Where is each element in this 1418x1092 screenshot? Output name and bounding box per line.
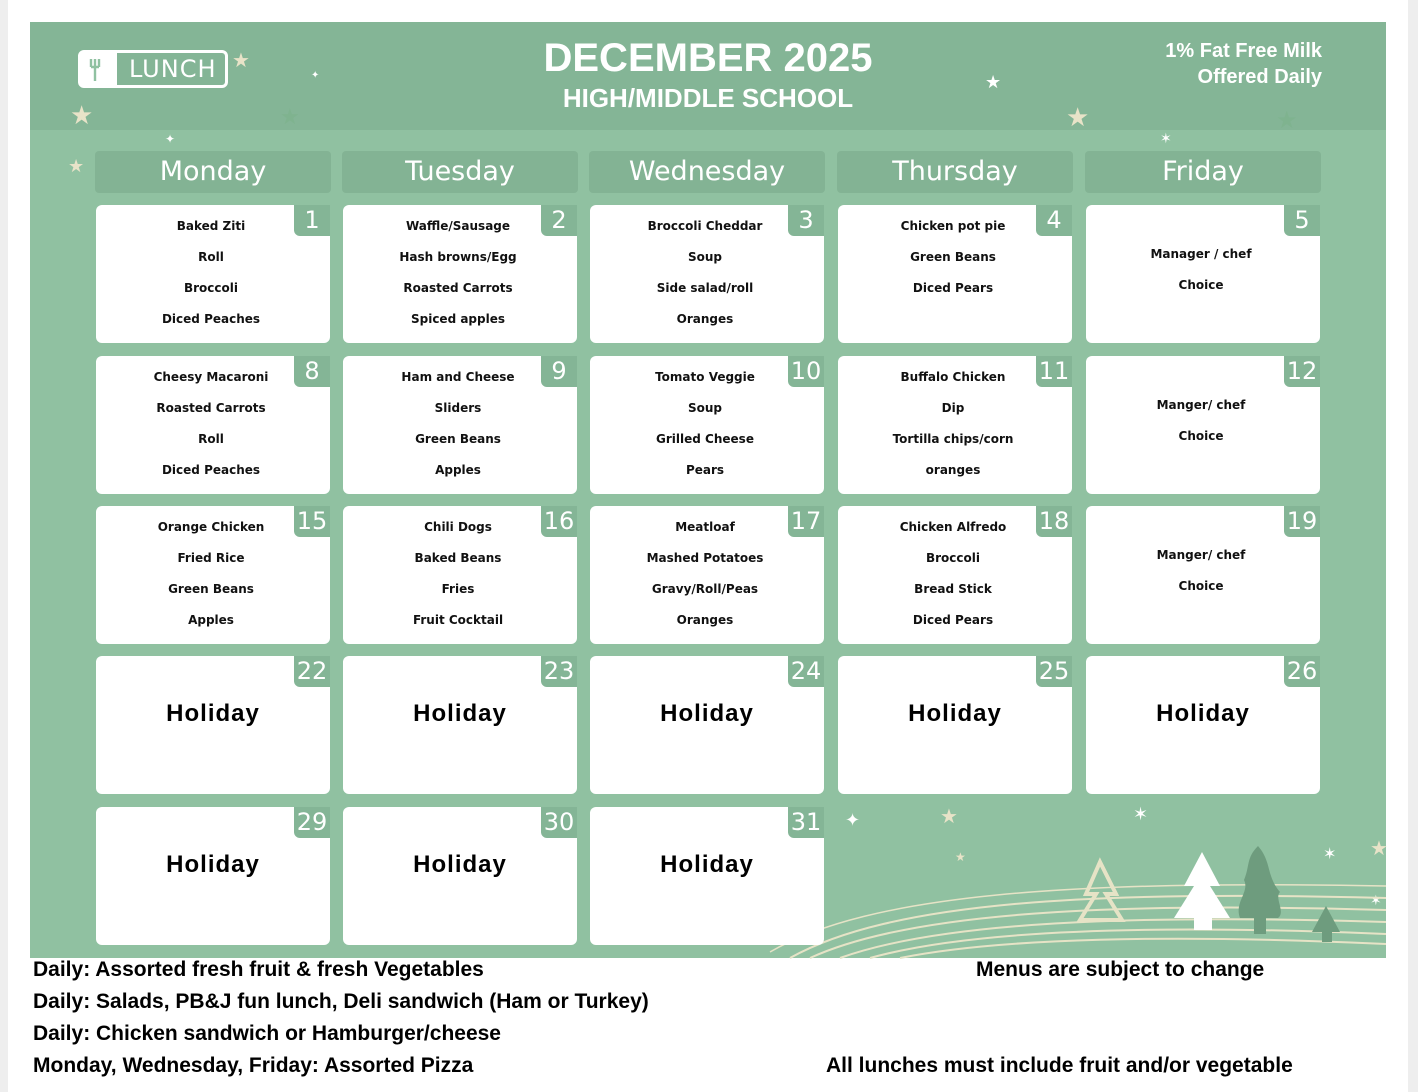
calendar-day-cell (343, 807, 577, 945)
calendar-day-cell (838, 356, 1072, 494)
milk-note (1102, 38, 1322, 90)
menu-item: Waffle/Sausage (405, 219, 511, 233)
menu-item: Fried Rice (177, 551, 245, 565)
date-badge: 18 (1036, 506, 1072, 537)
menu-item: Fruit Cocktail (412, 613, 504, 627)
star-icon: ★ (280, 104, 300, 129)
star-icon: ★ (232, 50, 250, 72)
star-icon: ★ (1066, 102, 1090, 132)
milk-note-line: 1% Fat Free Milk (1165, 40, 1322, 62)
menu-items (96, 356, 326, 494)
date-badge: 5 (1284, 205, 1320, 236)
menu-item: Broccoli (183, 281, 238, 295)
star-icon: ✦ (845, 810, 861, 830)
date-badge: 11 (1036, 356, 1072, 387)
star-icon: ✦ (165, 132, 176, 146)
calendar-day-cell (96, 506, 330, 644)
menu-item: Spiced apples (410, 312, 506, 326)
menu-item: Pears (685, 463, 725, 477)
calendar-day-cell (96, 356, 330, 494)
menu-item: Chicken pot pie (900, 219, 1006, 233)
day-header-monday: Monday (95, 151, 331, 193)
holiday-label: Holiday (166, 700, 260, 727)
menu-items (1086, 205, 1316, 343)
calendar-day-cell (1086, 506, 1320, 644)
calendar-day-cell (96, 205, 330, 343)
date-badge: 25 (1036, 656, 1072, 687)
calendar-day-cell (343, 506, 577, 644)
menu-items (96, 506, 326, 644)
calendar-day-cell (590, 506, 824, 644)
tree-outline-icon (1080, 862, 1122, 920)
menu-item: Grilled Cheese (656, 432, 754, 446)
menu-item: Bread Stick (914, 582, 992, 596)
menu-item: Manger/ chef (1156, 398, 1246, 412)
star-icon: ★ (70, 100, 94, 130)
date-badge: 8 (294, 356, 330, 387)
menu-item: Choice (1178, 429, 1224, 443)
menu-item: Apples (435, 463, 481, 477)
tree-icon (1312, 906, 1340, 942)
menu-item: Gravy/Roll/Peas (651, 582, 759, 596)
date-badge: 2 (541, 205, 577, 236)
menu-item: Buffalo Chicken (900, 370, 1006, 384)
menu-items (343, 205, 573, 343)
page-title: DECEMBER 2025 (543, 36, 873, 80)
calendar-day-cell (1086, 356, 1320, 494)
menu-items (838, 205, 1068, 343)
menu-item: Choice (1178, 579, 1224, 593)
menu-item: Soup (687, 250, 723, 264)
star-icon: ✶ (1370, 892, 1382, 908)
menu-item: Diced Pears (912, 613, 994, 627)
holiday-label: Holiday (660, 851, 754, 878)
holiday-label: Holiday (908, 700, 1002, 727)
date-badge: 9 (541, 356, 577, 387)
menu-items (590, 356, 820, 494)
menu-item: Manger/ chef (1156, 548, 1246, 562)
menu-item: Broccoli Cheddar (647, 219, 763, 233)
date-badge: 16 (541, 506, 577, 537)
menu-item: Green Beans (415, 432, 501, 446)
menu-items (838, 506, 1068, 644)
date-badge: 15 (294, 506, 330, 537)
menu-item: Tortilla chips/corn (892, 432, 1014, 446)
calendar-day-cell (96, 656, 330, 794)
milk-note-line: Offered Daily (1197, 66, 1322, 88)
star-icon: ★ (1370, 838, 1388, 860)
calendar-day-cell (343, 356, 577, 494)
menu-item: Diced Peaches (161, 312, 261, 326)
date-badge: 19 (1284, 506, 1320, 537)
calendar-day-cell (1086, 656, 1320, 794)
day-header-wednesday: Wednesday (589, 151, 825, 193)
calendar-day-cell (590, 656, 824, 794)
menu-item: Side salad/roll (656, 281, 754, 295)
menu-item: Soup (687, 401, 723, 415)
holiday-label: Holiday (413, 851, 507, 878)
star-icon: ★ (985, 72, 1002, 92)
menu-item: oranges (925, 463, 981, 477)
holiday-label: Holiday (413, 700, 507, 727)
holiday-label: Holiday (660, 700, 754, 727)
menu-item: Fries (441, 582, 475, 596)
header-banner (30, 22, 1386, 130)
menu-item: Roll (198, 250, 224, 264)
menu-item: Baked Beans (414, 551, 502, 565)
menu-item: Cheesy Macaroni (153, 370, 269, 384)
date-badge: 10 (788, 356, 824, 387)
menu-item: Baked Ziti (176, 219, 246, 233)
logo-label: LUNCH (129, 55, 217, 83)
menu-item: Oranges (676, 613, 734, 627)
menu-item: Diced Pears (912, 281, 994, 295)
menu-item: Roll (198, 432, 224, 446)
menu-item: Ham and Cheese (401, 370, 515, 384)
menu-item: Broccoli (925, 551, 980, 565)
star-icon: ✶ (1323, 846, 1337, 863)
date-badge: 22 (294, 656, 330, 687)
menu-item: Hash browns/Egg (399, 250, 517, 264)
menu-item: Diced Peaches (161, 463, 261, 477)
footer-line: Daily: Chicken sandwich or Hamburger/cheese (33, 1022, 501, 1045)
menu-item: Chili Dogs (424, 520, 492, 534)
menu-item: Dip (941, 401, 965, 415)
menu-item: Tomato Veggie (655, 370, 755, 384)
decorative-swirls (750, 802, 1386, 958)
menu-item: Chicken Alfredo (899, 520, 1007, 534)
menu-item: Sliders (434, 401, 482, 415)
calendar-day-cell (96, 807, 330, 945)
menu-items (96, 205, 326, 343)
tree-icon (1239, 846, 1281, 934)
calendar-day-cell (838, 205, 1072, 343)
menu-items (1086, 356, 1316, 494)
star-icon: ✶ (1160, 130, 1172, 146)
calendar-day-cell (343, 656, 577, 794)
calendar-day-cell (838, 506, 1072, 644)
date-badge: 17 (788, 506, 824, 537)
menu-item: Choice (1178, 278, 1224, 292)
calendar-day-cell (1086, 205, 1320, 343)
star-icon: ★ (940, 806, 958, 828)
menu-item: Orange Chicken (157, 520, 265, 534)
star-icon: ✦ (311, 70, 320, 81)
menu-items (343, 356, 573, 494)
menu-items (590, 506, 820, 644)
menu-item: Oranges (676, 312, 734, 326)
menu-item: Meatloaf (675, 520, 735, 534)
date-badge: 26 (1284, 656, 1320, 687)
footer-line: Monday, Wednesday, Friday: Assorted Pizza (33, 1054, 474, 1077)
star-icon: ★ (1276, 107, 1298, 134)
menu-item: Roasted Carrots (156, 401, 266, 415)
page-subtitle: HIGH/MIDDLE SCHOOL (562, 83, 854, 113)
date-badge: 1 (294, 205, 330, 236)
menu-items (590, 205, 820, 343)
calendar-poster (30, 22, 1386, 958)
day-header-tuesday: Tuesday (342, 151, 578, 193)
star-icon: ✶ (1133, 804, 1149, 824)
holiday-label: Holiday (1156, 700, 1250, 727)
date-badge: 12 (1284, 356, 1320, 387)
date-badge: 4 (1036, 205, 1072, 236)
star-icon: ★ (955, 850, 966, 864)
menu-items (343, 506, 573, 644)
requirement-note: All lunches must include fruit and/or vegetable (826, 1054, 1293, 1077)
calendar-day-cell (590, 807, 824, 945)
date-badge: 24 (788, 656, 824, 687)
calendar-day-cell (590, 356, 824, 494)
calendar-day-cell (590, 205, 824, 343)
menu-items (1086, 506, 1316, 644)
menu-item: Apples (188, 613, 234, 627)
menu-item: Green Beans (910, 250, 996, 264)
menu-item: Mashed Potatoes (646, 551, 764, 565)
star-icon: ★ (68, 156, 85, 176)
menu-item: Roasted Carrots (403, 281, 513, 295)
menu-item: Green Beans (168, 582, 254, 596)
menu-items (838, 356, 1068, 494)
date-badge: 29 (294, 807, 330, 838)
calendar-day-cell (343, 205, 577, 343)
disclaimer-note: Menus are subject to change (976, 958, 1265, 981)
menu-item: Manager / chef (1150, 247, 1252, 261)
day-header-thursday: Thursday (837, 151, 1073, 193)
date-badge: 30 (541, 807, 577, 838)
holiday-label: Holiday (166, 851, 260, 878)
date-badge: 23 (541, 656, 577, 687)
date-badge: 3 (788, 205, 824, 236)
footer-line: Daily: Salads, PB&J fun lunch, Deli sandwich (Ham or Turkey) (33, 990, 649, 1013)
calendar-day-cell (838, 656, 1072, 794)
day-header-friday: Friday (1085, 151, 1321, 193)
date-badge: 31 (788, 807, 824, 838)
footer-line: Daily: Assorted fresh fruit & fresh Vegetables (33, 958, 484, 981)
